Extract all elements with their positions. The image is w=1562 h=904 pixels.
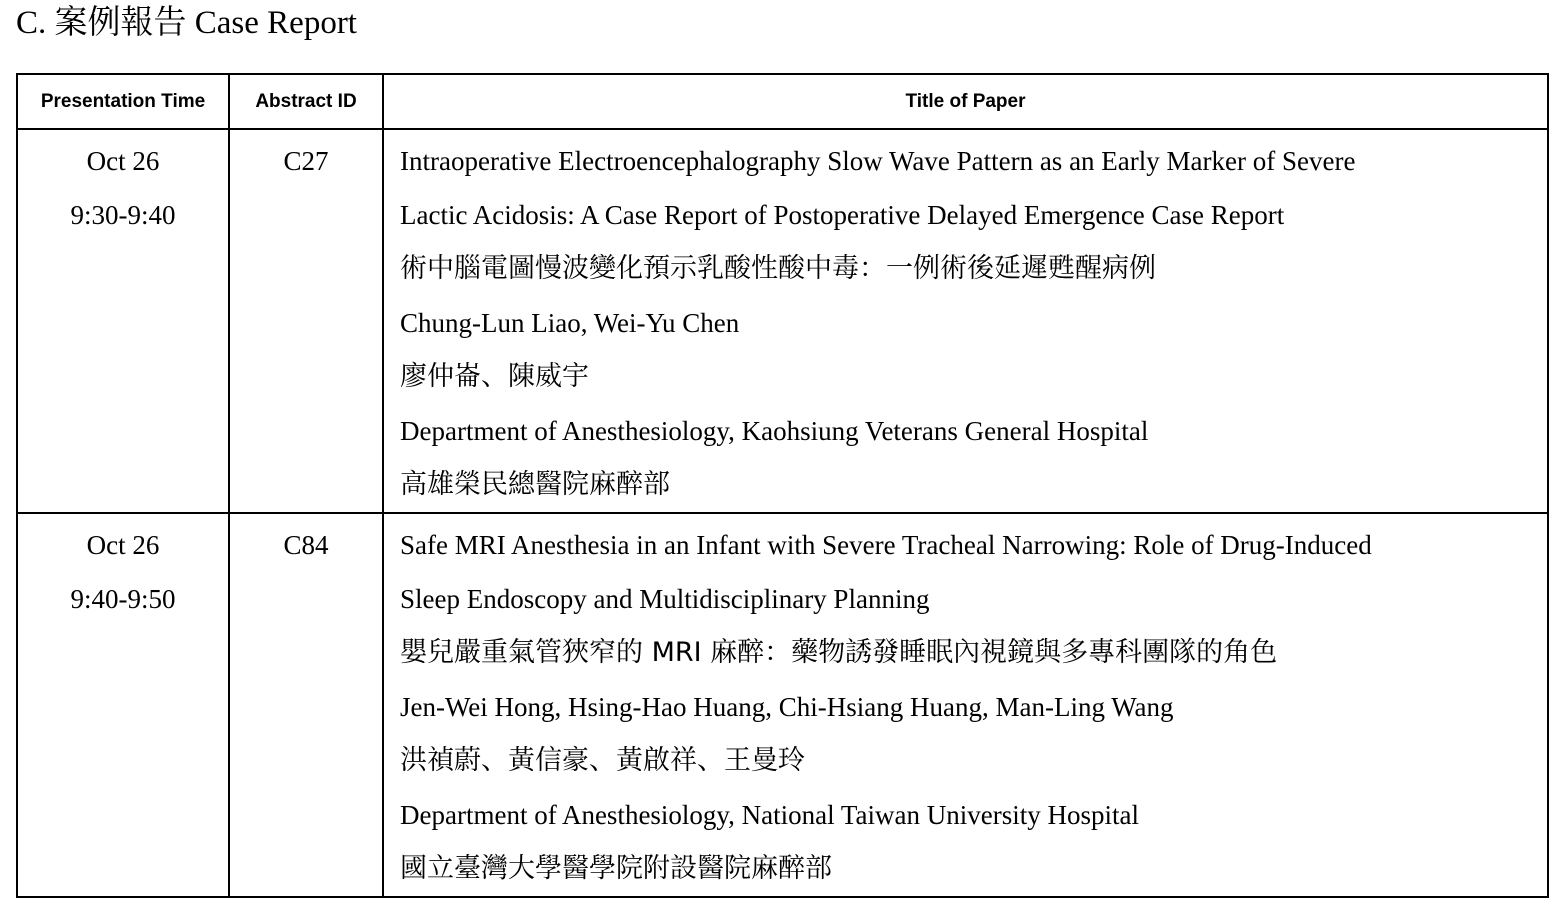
table-row bbox=[17, 513, 1548, 897]
header-abstract-id: Abstract ID bbox=[229, 74, 383, 129]
paper-title-en-line-2: Sleep Endoscopy and Multidisciplinary Planning bbox=[400, 584, 930, 614]
header-row bbox=[17, 74, 1548, 129]
header-presentation-time: Presentation Time bbox=[17, 74, 229, 129]
paper-title-zh: 術中腦電圖慢波變化預示乳酸性酸中毒：一例術後延遲甦醒病例 bbox=[400, 253, 1156, 284]
paper-cell bbox=[383, 513, 1548, 897]
paper-title-en-line-2: Lactic Acidosis: A Case Report of Postoperative Delayed Emergence Case Report bbox=[400, 200, 1285, 230]
section-title: C. 案例報告 Case Report bbox=[16, 5, 357, 41]
paper-title-en-line-1: Safe MRI Anesthesia in an Infant with Severe Tracheal Narrowing: Role of Drug-Induced bbox=[400, 530, 1372, 560]
affiliation-zh: 高雄榮民總醫院麻醉部 bbox=[400, 469, 670, 500]
presentation-date: Oct 26 bbox=[86, 146, 160, 176]
paper-cell bbox=[383, 129, 1548, 513]
paper-title-zh: 嬰兒嚴重氣管狹窄的 MRI 麻醉：藥物誘發睡眠內視鏡與多專科團隊的角色 bbox=[400, 637, 1278, 668]
presentation-time-cell bbox=[17, 129, 229, 513]
authors-zh: 洪禎蔚、黃信豪、黃啟祥、王曼玲 bbox=[400, 745, 805, 776]
header-title-of-paper: Title of Paper bbox=[383, 74, 1548, 129]
affiliation-zh: 國立臺灣大學醫學院附設醫院麻醉部 bbox=[400, 853, 832, 884]
presentation-time-range: 9:40-9:50 bbox=[70, 584, 176, 614]
authors-zh: 廖仲崙、陳威宇 bbox=[400, 361, 589, 392]
presentation-time-cell bbox=[17, 513, 229, 897]
abstract-id-cell bbox=[229, 513, 383, 897]
presentation-time-range: 9:30-9:40 bbox=[70, 200, 176, 230]
abstract-id-cell bbox=[229, 129, 383, 513]
table-row bbox=[17, 129, 1548, 513]
presentation-date: Oct 26 bbox=[86, 530, 160, 560]
authors-en: Jen-Wei Hong, Hsing-Hao Huang, Chi-Hsiang Huang, Man-Ling Wang bbox=[400, 692, 1174, 722]
abstract-id: C84 bbox=[283, 530, 329, 560]
authors-en: Chung-Lun Liao, Wei-Yu Chen bbox=[400, 308, 740, 338]
abstract-id: C27 bbox=[283, 146, 329, 176]
paper-title-en-line-1: Intraoperative Electroencephalography Slow Wave Pattern as an Early Marker of Severe bbox=[400, 146, 1356, 176]
schedule-table bbox=[16, 73, 1549, 898]
affiliation-en: Department of Anesthesiology, Kaohsiung Veterans General Hospital bbox=[400, 416, 1149, 446]
affiliation-en: Department of Anesthesiology, National Taiwan University Hospital bbox=[400, 800, 1139, 830]
